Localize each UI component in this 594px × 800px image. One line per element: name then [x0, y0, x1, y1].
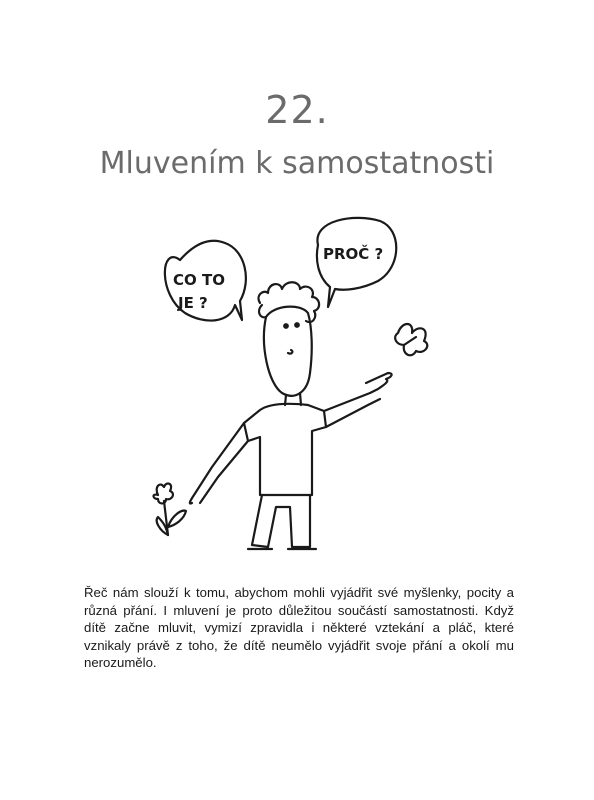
torso: [244, 404, 326, 495]
child-pointing-illustration: [140, 205, 460, 555]
legs: [252, 495, 310, 547]
chapter-title: Mluvením k samostatnosti: [99, 146, 495, 181]
chapter-number: 22.: [265, 88, 329, 132]
speech-bubble-right-text: PROČ ?: [323, 245, 384, 263]
head: [264, 307, 312, 396]
speech-bubble-left-line1: CO TO: [173, 271, 225, 289]
speech-bubble-left-line2: JE ?: [178, 294, 208, 312]
body-paragraph: Řeč nám slouží k tomu, abychom mohli vyjádřit své myšlenky, pocity a různá přání. I mluvení je proto důležitou součástí samostatnosti. Když dítě začne mluvit, vymizí zpravidla i některé vztekání a pláč, které vznikaly právě z toho, že dítě neumělo vyjádřit svoje přání a okolí mu nerozumělo.: [84, 585, 514, 671]
arm-down: [190, 423, 244, 504]
arm-pointing: [324, 373, 392, 411]
